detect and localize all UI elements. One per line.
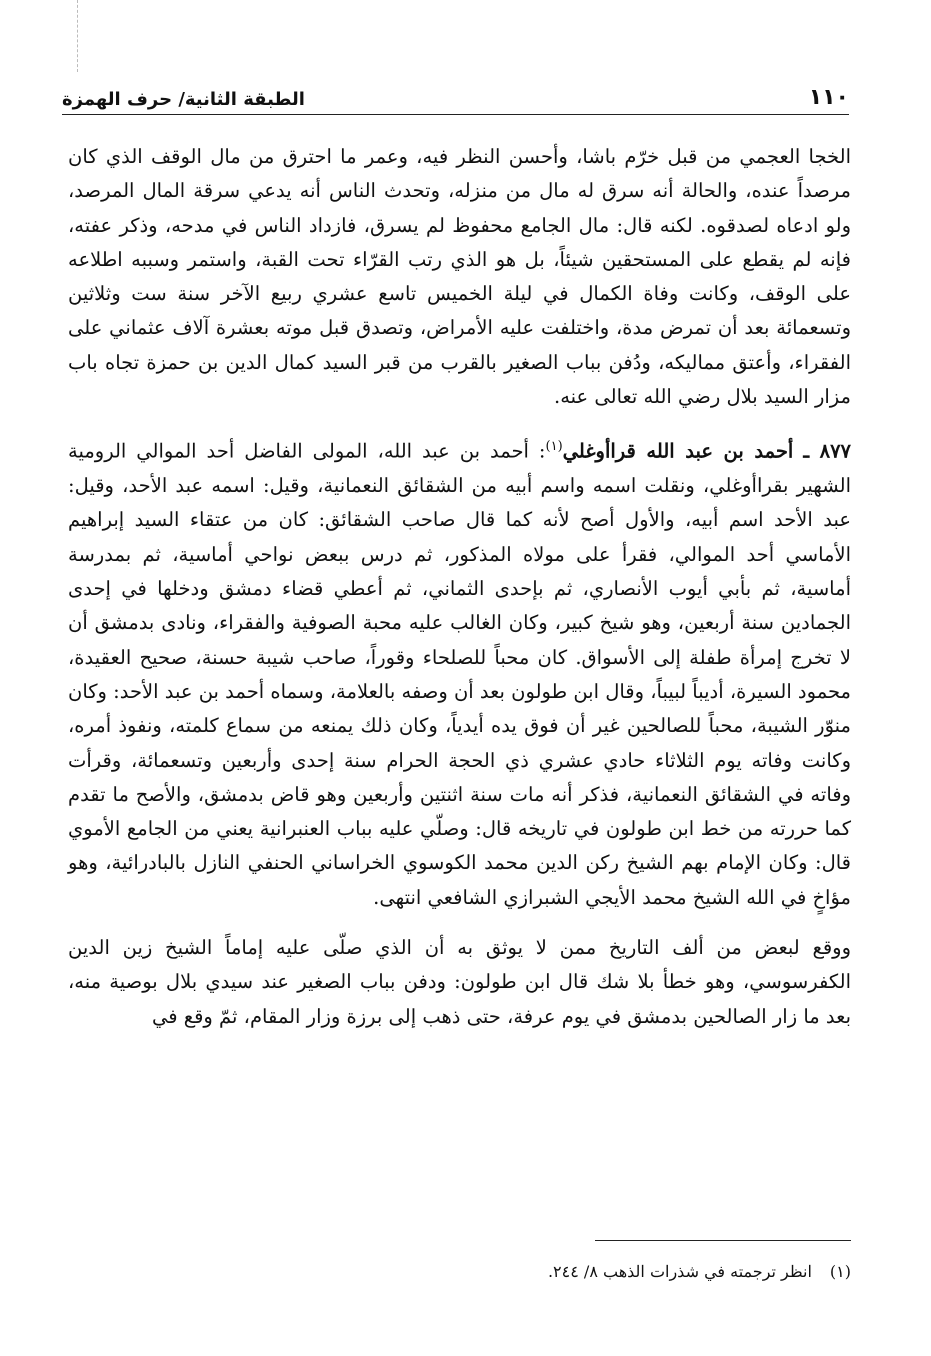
gutter-line	[77, 0, 78, 72]
footnote	[68, 1262, 851, 1281]
entry-paragraph	[68, 430, 851, 915]
footnote-divider	[595, 1240, 851, 1241]
page-header	[62, 78, 849, 115]
paragraph-continuation: الخجا العجمي من قبل خرّم باشا، وأحسن النظر فيه، وعمر ما احترق من مال الوقف الذي كان مرصداً عنده، والحالة أنه سرق له مال من منزله، وتحدث الناس أنه يدعي سرقة المال المرصد، ولو ادعاه لصدقوه. لكنه قال: مال الجامع محفوظ لم يسرق، فازداد الناس في مدحه، وذكر عفته، فإنه لم يقطع على المستحقين شيئاً، بل هو الذي رتب القرّاء تحت القبة، واستمر وسببه اطلاعه على الوقف، وكانت وفاة الكمال في ليلة الخميس تاسع عشري ربيع الآخر سنة ست وثلاثين وتسعمائة بعد أن تمرض مدة، واختلفت عليه الأمراض، وتصدق قبل موته بعشرة آلاف عثماني على الفقراء، وأعتق مماليكه، ودُفن بباب الصغير بالقرب من قبر السيد كمال الدين بن حمزة تجاه باب مزار السيد بلال رضي الله تعالى عنه.	[68, 145, 851, 409]
entry-text: : أحمد بن عبد الله، المولى الفاضل أحد الموالي الرومية الشهير بقراأوغلي، ونقلت اسمه واسم أبيه من الشقائق النعمانية، وقيل: اسمه عبد الأحد، وقيل: عبد الأحد اسم أبيه، والأول أصح لأنه كما قال صاحب الشقائق: كان من عتقاء السيد إبراهيم الأماسي أحد الموالي، فقرأ على مولاه المذكور، ثم درس ببعض نواحي أماسية، ثم بمدرسة أماسية، ثم بأبي أيوب الأنصاري، ثم بإحدى الثماني، ثم أعطي قضاء دمشق ودخلها في إحدى الجمادين سنة أربعين، وهو شيخ كبير، وكان الغالب عليه محبة الصوفية والفقراء، ونادى بدمشق أن لا تخرج إمرأة طفلة إلى الأسواق. كان محباً للصلحاء وقوراً، صاحب شيبة حسنة، صحيح العقيدة، محمود السيرة، أديباً لبيباً، وقال ابن طولون بعد أن وصفه بالعلامة، وسماه أحمد بن عبد الأحد: وكان منوّر الشيبة، محباً للصالحين غير أن فوق يده أيدياً، وكان ذلك يمنعه من سماع كلمته، ونفوذ أمره، وكانت وفاته يوم الثلاثاء حادي عشري ذي الحجة الحرام سنة إحدى وأربعين وتسعمائة، وقرأت وفاته في الشقائق النعمانية، فذكر أنه مات سنة اثنتين وأربعين وهو قاض بدمشق، والأصح ما تقدم كما حررته من خط ابن طولون في تاريخه قال: وصلّي عليه بباب العنبرانية يعني من الجامع الأموي قال: وكان الإمام بهم الشيخ ركن الدين محمد الكوسوي الخراساني الحنفي النازل بالبادرائية، وهو مؤاخٍ في الله الشيخ محمد الأيجي الشبرازي الشافعي انتهى.	[68, 439, 851, 909]
footnote-text: انظر ترجمته في شذرات الذهب ٨/ ٢٤٤.	[547, 1262, 812, 1281]
main-text	[68, 140, 851, 1034]
paragraph: ووقع لبعض من ألف التاريخ ممن لا يوثق به أن الذي صلّى عليه إماماً الشيخ زين الدين الكفرسوسي، وهو خطأ بلا شك قال ابن طولون: ودفن بباب الصغير عند سيدي بلال بوصية منه، بعد ما زار الصالحين بدمشق في يوم عرفة، حتى ذهب إلى برزة وزار المقام، ثمّ وقع في	[68, 936, 851, 1028]
running-title: الطبقة الثانية/ حرف الهمزة	[62, 89, 305, 110]
entry-name: أحمد بن عبد الله قراأوغلي	[562, 439, 794, 463]
footnote-number: (١)	[829, 1262, 851, 1281]
entry-number: ٨٧٧ ـ	[803, 439, 852, 463]
page-number: ١١٠	[808, 85, 849, 110]
footnote-marker: (١)	[545, 439, 563, 455]
